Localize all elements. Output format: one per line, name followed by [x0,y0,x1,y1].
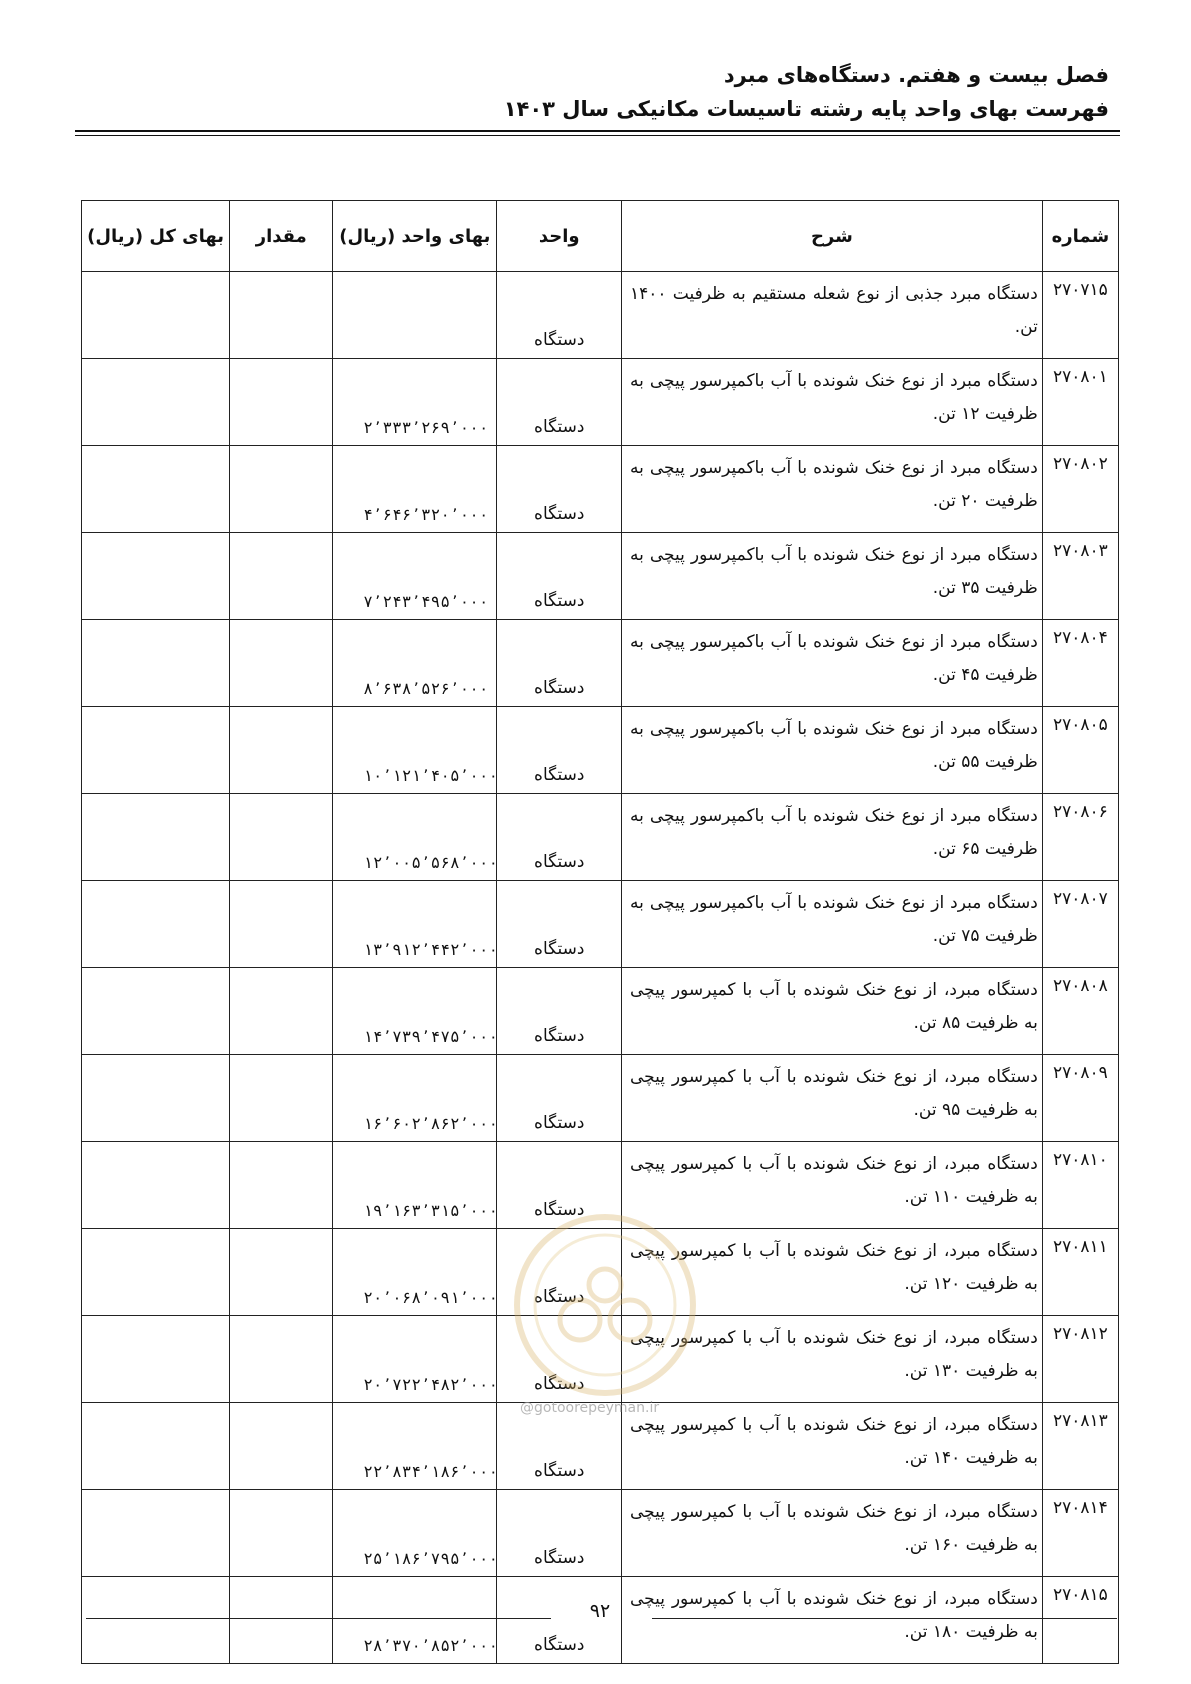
item-description: دستگاه مبرد، از نوع خنک شونده با آب با کمپرسور پیچی به ظرفیت ۱۸۰ تن. [622,1577,1043,1664]
item-unit: دستگاه [497,359,622,446]
item-unit: دستگاه [497,533,622,620]
item-unit: دستگاه [497,446,622,533]
item-total-price [82,1055,230,1142]
item-description: دستگاه مبرد از نوع خنک شونده با آب باکمپرسور پیچی به ظرفیت ۱۲ تن. [622,359,1043,446]
item-total-price [82,1490,230,1577]
item-description: دستگاه مبرد، از نوع خنک شونده با آب با کمپرسور پیچی به ظرفیت ۱۴۰ تن. [622,1403,1043,1490]
item-unit-price: ۲۰٬۷۲۲٬۴۸۲٬۰۰۰ [333,1316,497,1403]
table-row [82,533,1119,620]
document-subtitle: فهرست بهای واحد پایه رشته تاسیسات مکانیکی سال ۱۴۰۳ [503,97,1109,121]
item-unit: دستگاه [497,1229,622,1316]
item-code: ۲۷۰۸۱۴ [1042,1490,1118,1577]
item-unit-price: ۷٬۲۴۳٬۴۹۵٬۰۰۰ [333,533,497,620]
item-description: دستگاه مبرد، از نوع خنک شونده با آب با کمپرسور پیچی به ظرفیت ۱۶۰ تن. [622,1490,1043,1577]
table-row [82,446,1119,533]
item-unit: دستگاه [497,968,622,1055]
item-unit-price [333,272,497,359]
item-code: ۲۷۰۸۰۵ [1042,707,1118,794]
table-header-row [82,201,1119,272]
page-number: ۹۲ [589,1600,611,1622]
item-description: دستگاه مبرد، از نوع خنک شونده با آب با کمپرسور پیچی به ظرفیت ۹۵ تن. [622,1055,1043,1142]
item-total-price [82,707,230,794]
item-total-price [82,1316,230,1403]
item-total-price [82,881,230,968]
item-total-price [82,1577,230,1664]
item-code: ۲۷۰۸۱۰ [1042,1142,1118,1229]
item-unit-price: ۱۴٬۷۳۹٬۴۷۵٬۰۰۰ [333,968,497,1055]
table-row [82,359,1119,446]
item-code: ۲۷۰۸۰۸ [1042,968,1118,1055]
item-description: دستگاه مبرد از نوع خنک شونده با آب باکمپرسور پیچی به ظرفیت ۴۵ تن. [622,620,1043,707]
item-unit-price: ۱۹٬۱۶۳٬۳۱۵٬۰۰۰ [333,1142,497,1229]
col-header-unit-price: بهای واحد (ریال) [333,201,497,272]
table-row [82,968,1119,1055]
item-quantity [230,1316,333,1403]
item-code: ۲۷۰۸۰۳ [1042,533,1118,620]
table-row [82,272,1119,359]
item-quantity [230,1142,333,1229]
item-code: ۲۷۰۸۰۷ [1042,881,1118,968]
item-code: ۲۷۰۸۱۵ [1042,1577,1118,1664]
table-row [82,1055,1119,1142]
item-description: دستگاه مبرد از نوع خنک شونده با آب باکمپرسور پیچی به ظرفیت ۳۵ تن. [622,533,1043,620]
item-code: ۲۷۰۸۰۶ [1042,794,1118,881]
table-row [82,1229,1119,1316]
item-description: دستگاه مبرد از نوع خنک شونده با آب باکمپرسور پیچی به ظرفیت ۵۵ تن. [622,707,1043,794]
item-unit: دستگاه [497,1577,622,1664]
item-unit: دستگاه [497,881,622,968]
footer-rule-left [86,1618,551,1619]
table-row [82,620,1119,707]
col-header-description: شرح [622,201,1043,272]
table-row [82,1316,1119,1403]
item-total-price [82,1403,230,1490]
item-unit: دستگاه [497,1055,622,1142]
item-unit-price: ۲۰٬۰۶۸٬۰۹۱٬۰۰۰ [333,1229,497,1316]
item-description: دستگاه مبرد جذبی از نوع شعله مستقیم به ظرفیت ۱۴۰۰ تن. [622,272,1043,359]
item-quantity [230,1490,333,1577]
item-description: دستگاه مبرد، از نوع خنک شونده با آب با کمپرسور پیچی به ظرفیت ۸۵ تن. [622,968,1043,1055]
header-rule-thick [75,130,1120,132]
item-code: ۲۷۰۸۰۴ [1042,620,1118,707]
item-code: ۲۷۰۸۰۲ [1042,446,1118,533]
item-unit-price: ۲٬۳۳۳٬۲۶۹٬۰۰۰ [333,359,497,446]
item-total-price [82,359,230,446]
item-unit-price: ۲۵٬۱۸۶٬۷۹۵٬۰۰۰ [333,1490,497,1577]
item-code: ۲۷۰۸۱۲ [1042,1316,1118,1403]
item-unit: دستگاه [497,707,622,794]
item-unit-price: ۱۶٬۶۰۲٬۸۶۲٬۰۰۰ [333,1055,497,1142]
header-rule-thin [75,135,1120,136]
table-row [82,794,1119,881]
item-description: دستگاه مبرد از نوع خنک شونده با آب باکمپرسور پیچی به ظرفیت ۶۵ تن. [622,794,1043,881]
footer-rule-right [652,1618,1117,1619]
col-header-total-price: بهای کل (ریال) [82,201,230,272]
item-quantity [230,707,333,794]
item-unit: دستگاه [497,620,622,707]
item-quantity [230,272,333,359]
item-code: ۲۷۰۸۱۳ [1042,1403,1118,1490]
item-total-price [82,446,230,533]
item-description: دستگاه مبرد، از نوع خنک شونده با آب با کمپرسور پیچی به ظرفیت ۱۱۰ تن. [622,1142,1043,1229]
item-total-price [82,272,230,359]
table-row [82,707,1119,794]
item-total-price [82,1142,230,1229]
item-unit: دستگاه [497,1142,622,1229]
item-quantity [230,1229,333,1316]
price-table [81,200,1119,1664]
page-header [504,58,1109,126]
item-unit-price: ۱۳٬۹۱۲٬۴۴۲٬۰۰۰ [333,881,497,968]
item-quantity [230,881,333,968]
item-unit: دستگاه [497,1403,622,1490]
item-unit-price: ۱۲٬۰۰۵٬۵۶۸٬۰۰۰ [333,794,497,881]
watermark-text: @gotoorepeyman.ir [520,1400,660,1416]
item-total-price [82,794,230,881]
item-description: دستگاه مبرد، از نوع خنک شونده با آب با کمپرسور پیچی به ظرفیت ۱۳۰ تن. [622,1316,1043,1403]
item-quantity [230,1403,333,1490]
item-unit-price: ۸٬۶۳۸٬۵۲۶٬۰۰۰ [333,620,497,707]
chapter-title: فصل بیست و هفتم. دستگاه‌های مبرد [723,63,1109,87]
item-unit: دستگاه [497,272,622,359]
item-quantity [230,446,333,533]
item-total-price [82,533,230,620]
item-unit-price: ۴٬۶۴۶٬۳۲۰٬۰۰۰ [333,446,497,533]
item-quantity [230,968,333,1055]
item-quantity [230,359,333,446]
table-row [82,1142,1119,1229]
item-quantity [230,794,333,881]
item-code: ۲۷۰۸۰۱ [1042,359,1118,446]
item-total-price [82,1229,230,1316]
item-unit-price: ۲۸٬۳۷۰٬۸۵۲٬۰۰۰ [333,1577,497,1664]
item-quantity [230,1577,333,1664]
item-description: دستگاه مبرد، از نوع خنک شونده با آب با کمپرسور پیچی به ظرفیت ۱۲۰ تن. [622,1229,1043,1316]
item-unit-price: ۱۰٬۱۲۱٬۴۰۵٬۰۰۰ [333,707,497,794]
item-quantity [230,533,333,620]
col-header-quantity: مقدار [230,201,333,272]
item-unit: دستگاه [497,1316,622,1403]
table-row [82,1490,1119,1577]
item-code: ۲۷۰۸۱۱ [1042,1229,1118,1316]
item-description: دستگاه مبرد از نوع خنک شونده با آب باکمپرسور پیچی به ظرفیت ۲۰ تن. [622,446,1043,533]
item-code: ۲۷۰۷۱۵ [1042,272,1118,359]
item-description: دستگاه مبرد از نوع خنک شونده با آب باکمپرسور پیچی به ظرفیت ۷۵ تن. [622,881,1043,968]
col-header-code: شماره [1042,201,1118,272]
item-unit-price: ۲۲٬۸۳۴٬۱۸۶٬۰۰۰ [333,1403,497,1490]
item-quantity [230,1055,333,1142]
col-header-unit: واحد [497,201,622,272]
table-row [82,881,1119,968]
item-quantity [230,620,333,707]
item-total-price [82,968,230,1055]
item-unit: دستگاه [497,794,622,881]
item-unit: دستگاه [497,1490,622,1577]
item-total-price [82,620,230,707]
item-code: ۲۷۰۸۰۹ [1042,1055,1118,1142]
